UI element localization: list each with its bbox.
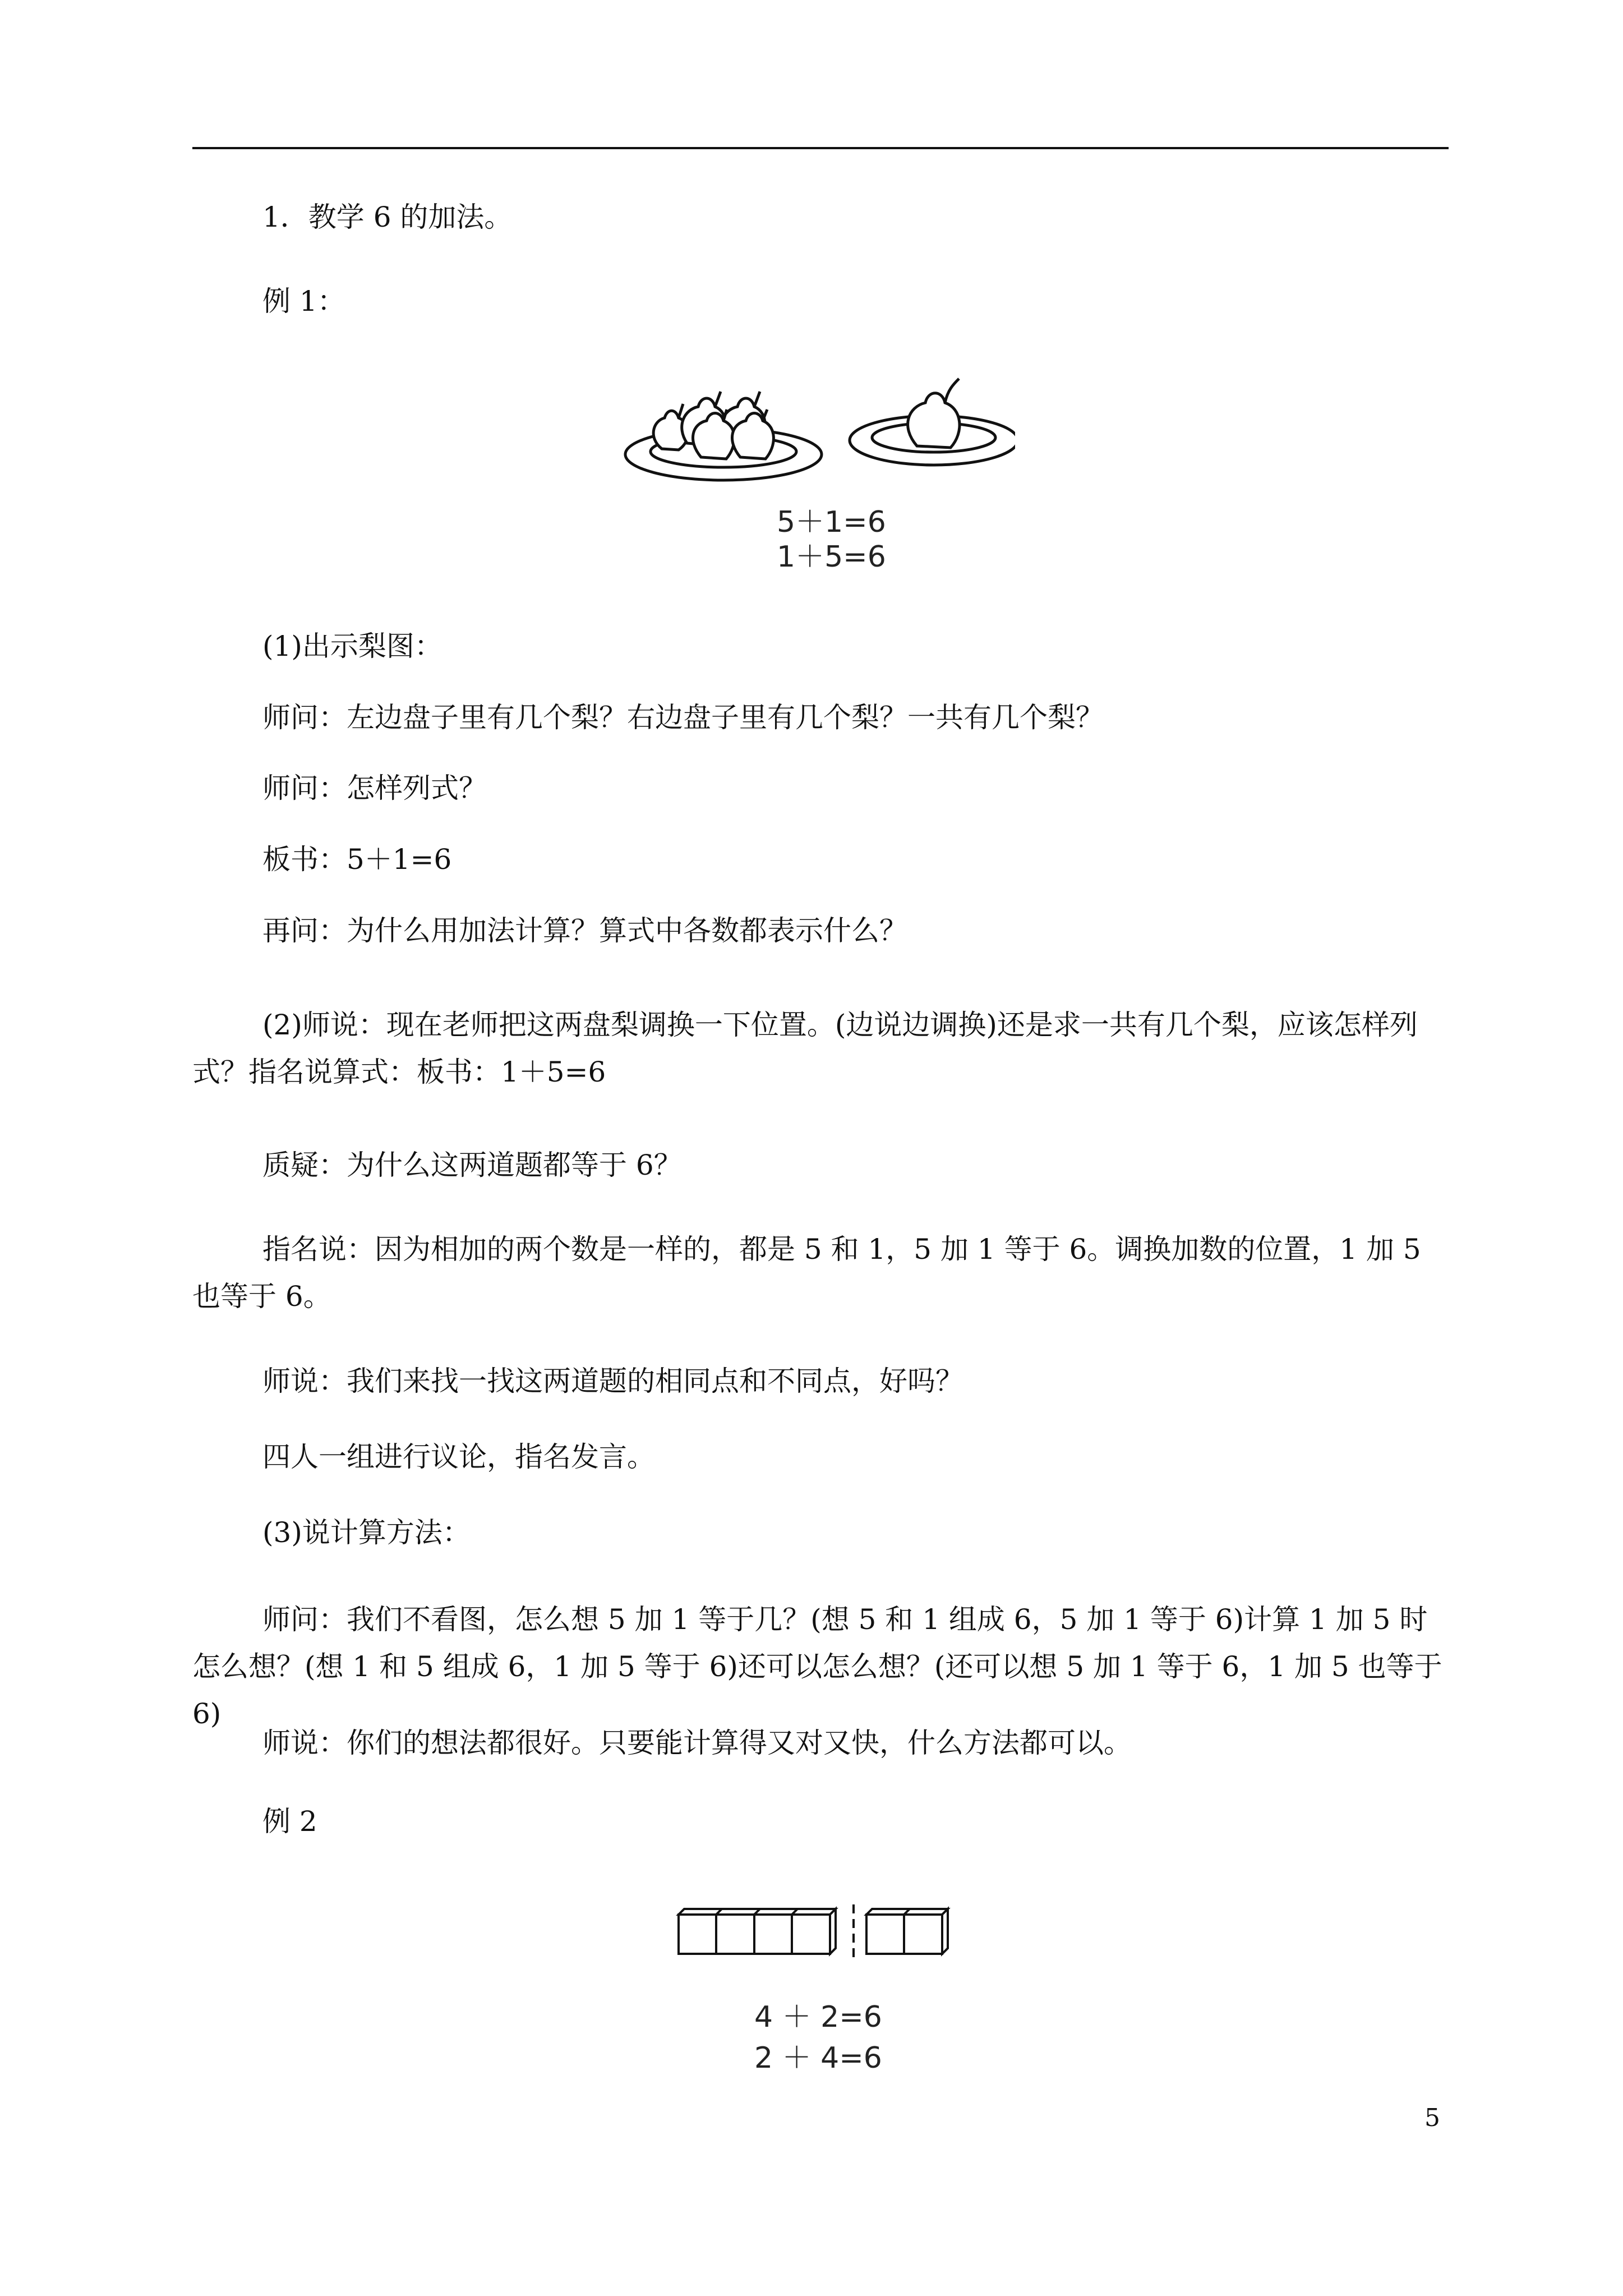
example-2-label: 例 2 [262, 1805, 317, 1838]
example-2-equation-2: 2 ＋ 4=6 [754, 2041, 882, 2075]
example-1-equation-2: 1＋5=6 [777, 540, 886, 574]
paragraph-8: 指名说：因为相加的两个数是一样的，都是 5 和 1，5 加 1 等于 6。调换加数的位置，1 加 5 也等于 6。 [192, 1233, 1421, 1313]
example-1-equation-1: 5＋1=6 [777, 505, 886, 539]
paragraph-4: 板书：5＋1=6 [262, 843, 452, 876]
paragraph-5: 再问：为什么用加法计算？算式中各数都表示什么？ [262, 914, 907, 947]
paragraph-3: 师问：怎样列式？ [262, 772, 487, 804]
paragraph-10: 四人一组进行议论，指名发言。 [262, 1441, 655, 1473]
pears-on-plates-figure [623, 365, 1015, 499]
page-number: 5 [1424, 2104, 1440, 2132]
paragraph-12: 师问：我们不看图，怎么想 5 加 1 等于几？(想 5 和 1 组成 6，5 加 1 等于 6)计算 1 加 5 时怎么想？(想 1 和 5 组成 6，1 加 5 等于 6)还可以怎么想？(还可以想 5 加 1 等于 6，1 加 5 也等于 6) [192, 1603, 1442, 1730]
paragraph-2: 师问：左边盘子里有几个梨？右边盘子里有几个梨？一共有几个梨？ [262, 701, 1104, 734]
example-1-label: 例 1： [262, 285, 345, 318]
header-rule [192, 147, 1449, 149]
cubes-figure [673, 1899, 965, 1961]
paragraph-13: 师说：你们的想法都很好。只要能计算得又对又快，什么方法都可以。 [262, 1727, 1132, 1759]
paragraph-7: 质疑：为什么这两道题都等于 6？ [262, 1149, 682, 1181]
paragraph-9: 师说：我们来找一找这两道题的相同点和不同点，好吗？ [262, 1365, 963, 1397]
section-title: 1．教学 6 的加法。 [262, 201, 513, 233]
paragraph-1: (1)出示梨图： [262, 630, 442, 662]
example-2-equation-1: 4 ＋ 2=6 [754, 2000, 882, 2034]
paragraph-11: (3)说计算方法： [262, 1516, 471, 1549]
paragraph-6: (2)师说：现在老师把这两盘梨调换一下位置。(边说边调换)还是求一共有几个梨，应该怎样列式？指名说算式：板书：1＋5=6 [192, 1009, 1418, 1088]
